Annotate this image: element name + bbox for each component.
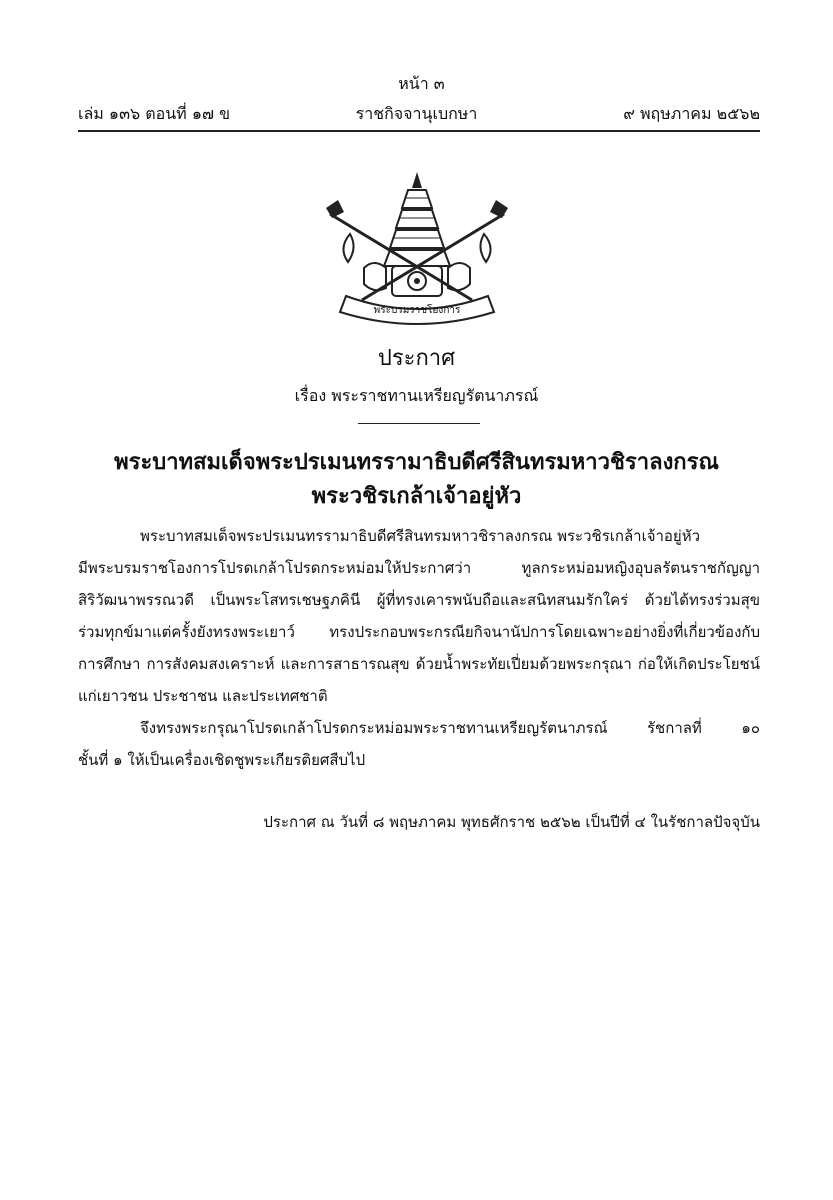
body-line: สิริวัฒนาพรรณวดี เป็นพระโสทรเชษฐภคินี ผู้ที่ทรงเคารพนับถือและสนิทสนมรักใคร่ ด้วยได้ทรงร่วมสุข: [78, 591, 760, 609]
subject-underline: [358, 423, 480, 424]
header-rule: [78, 130, 760, 132]
body-line: พระบาทสมเด็จพระปรเมนทรรามาธิบดีศรีสินทรมหาวชิราลงกรณ พระวชิรเกล้าเจ้าอยู่หัว: [140, 527, 701, 545]
body-line: การศึกษา การสังคมสงเคราะห์ และการสาธารณสุข ด้วยน้ำพระทัยเปี่ยมด้วยพระกรุณา ก่อให้เกิดประโยชน์: [78, 655, 760, 673]
announcement-subject: เรื่อง พระราชทานเหรียญรัตนาภรณ์: [294, 386, 539, 405]
body-line: จึงทรงพระกรุณาโปรดเกล้าโปรดกระหม่อมพระราชทานเหรียญรัตนาภรณ์ รัชกาลที่ ๑๐: [140, 719, 760, 737]
king-name-line-1: พระบาทสมเด็จพระปรเมนทรรามาธิบดีศรีสินทรมหาวชิราลงกรณ: [114, 450, 719, 475]
body-line: มีพระบรมราชโองการโปรดเกล้าโปรดกระหม่อมให้ประกาศว่า ทูลกระหม่อมหญิงอุบลรัตนราชกัญญา: [78, 559, 760, 577]
body-line: ชั้นที่ ๑ ให้เป็นเครื่องเชิดชูพระเกียรติยศสืบไป: [78, 751, 366, 769]
publication-date: ๙ พฤษภาคม ๒๕๖๒: [623, 104, 760, 123]
royal-seal-emblem: [322, 168, 512, 328]
body-line: ร่วมทุกข์มาแต่ครั้งยังทรงพระเยาว์ ทรงประกอบพระกรณียกิจนานัปการโดยเฉพาะอย่างยิ่งที่เกี่ยวข้องกับ: [78, 623, 760, 641]
gazette-name: ราชกิจจานุเบกษา: [355, 104, 478, 123]
page-number-label: หน้า ๓: [398, 74, 445, 93]
announcement-closing-date: ประกาศ ณ วันที่ ๘ พฤษภาคม พุทธศักราช ๒๕๖๒ เป็นปีที่ ๔ ในรัชกาลปัจจุบัน: [263, 813, 760, 831]
announcement-title: ประกาศ: [377, 346, 456, 371]
king-name-line-2: พระวชิรเกล้าเจ้าอยู่หัว: [311, 484, 522, 509]
emblem-banner-text: พระบรมราชโองการ: [373, 305, 461, 316]
body-line: แก่เยาวชน ประชาชน และประเทศชาติ: [78, 687, 328, 705]
volume-issue-label: เล่ม ๑๓๖ ตอนที่ ๑๗ ข: [78, 104, 231, 123]
